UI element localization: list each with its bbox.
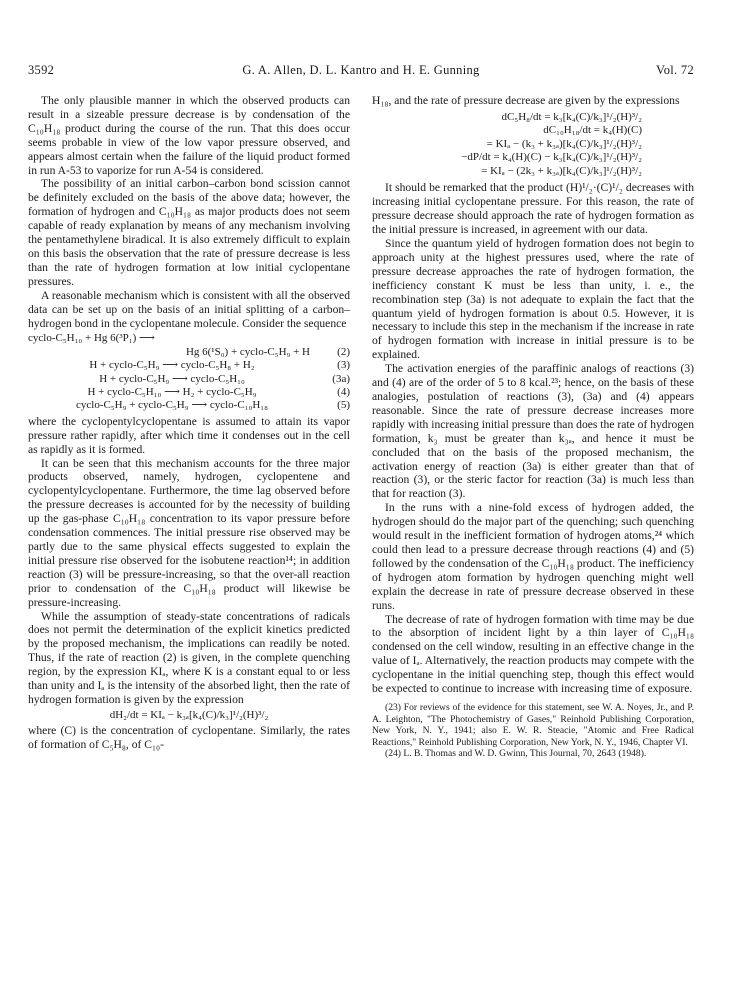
right-column xyxy=(372,94,694,760)
volume-label: Vol. 72 xyxy=(656,63,694,77)
paragraph: In the runs with a nine-fold excess of hydrogen added, the hydrogen should do the major part of the quenching; such quenching would result in the inefficient formation of hydrogen atoms,²⁴ which could then lead to a pressure decrease through reactions (4) and (5) followed by the condensation of the C₁₀H₁₈ product. The inefficiency of hydrogen atom formation by hydrogen quenching might well explain the decrease in rate of pressure decrease observed in these runs. xyxy=(372,501,694,612)
paragraph: where (C) is the concentration of cyclopentane. Similarly, the rates of formation of C₅H₈, of C₁₀- xyxy=(28,724,350,752)
paragraph: The activation energies of the paraffinic analogs of reactions (3) and (4) are of the order of 5 to 8 kcal.²³; hence, on the basis of these analogies, postulation of reactions (3), (3a) and (4) appears reasonable. Since the rate of pressure decrease increases more rapidly with increasing initial pressure than does the rate of hydrogen formation, k₃ must be greater than k₃ₐ, and hence it must be concluded that on the basis of the proposed mechanism, the activation energy of reaction (3a) is either greater than that of reaction (3), or the steric factor for reaction (3a) is much less than that for reaction (3). xyxy=(372,362,694,501)
paragraph: The decrease of rate of hydrogen formation with time may be due to the absorption of incident light by a thin layer of C₁₀H₁₈ condensed on the cell window, resulting in an effective change in the value of Iₐ. Alternatively, the reaction products may compete with the cyclopentane in the initial quenching step, though this effect would be expected to continue to increase with increasing time of exposure. xyxy=(372,612,694,696)
running-title-authors: G. A. Allen, D. L. Kantro and H. E. Gunning xyxy=(242,63,480,77)
equation-line: = KIₐ − (2k₃ + k₃ₐ)[k₄(C)/k₃]¹/₂(H)³/₂ xyxy=(481,164,642,177)
reaction-line: cyclo-C₅H₁₀ + Hg 6(³P₁) ⟶ xyxy=(28,332,155,345)
footnotes xyxy=(372,702,694,760)
reaction-line: Hg 6(¹S₀) + cyclo-C₅H₉ + H (2) xyxy=(185,345,350,358)
reaction-line: H + cyclo-C₅H₉ ⟶ cyclo-C₅H₈ + H₂ (3) xyxy=(89,359,350,372)
reaction-line: cyclo-C₅H₉ + cyclo-C₅H₉ ⟶ cyclo-C₁₀H₁₈ (5) xyxy=(76,399,350,412)
reaction-line: H + cyclo-C₅H₉ ⟶ cyclo-C₅H₁₀ (3a) xyxy=(99,372,350,385)
page-number: 3592 xyxy=(28,63,55,77)
reaction-line: H + cyclo-C₅H₁₀ ⟶ H₂ + cyclo-C₅H₉ (4) xyxy=(87,386,350,399)
paragraph: It should be remarked that the product (H)¹/₂·(C)¹/₂ decreases with increasing initial cyclopentane pressure. For this reason, the rate of pressure decrease should approach the rate of hydrogen formation as the initial pressure is increased, in agreement with our data. xyxy=(372,181,694,237)
paragraph: A reasonable mechanism which is consistent with all the observed data can be set up on the basis of an initial splitting of a carbon–hydrogen bond in the cyclopentane molecule. Consider the sequence xyxy=(28,288,350,330)
left-column xyxy=(28,94,350,752)
equation-line: = KIₐ − (k₃ + k₃ₐ)[k₄(C)/k₃]¹/₂(H)³/₂ xyxy=(486,137,642,150)
rate-equations xyxy=(372,111,694,179)
reaction-sequence xyxy=(28,332,350,412)
paragraph: where the cyclopentylcyclopentane is assumed to attain its vapor pressure rather rapidly, after which time it condenses out in the cell as rapidly as it is formed. xyxy=(28,414,350,456)
footnote: (23) For reviews of the evidence for this statement, see W. A. Noyes, Jr., and P. A. Leighton, "The Photochemistry of Gases," Reinhold Publishing Corporation, New York, N. Y., 1941; also E. W. R. Steacie, "Atomic and Free Radical Reactions," Reinhold Publishing Corporation, New York, N. Y., 1946, Chapter VI. xyxy=(372,701,694,748)
footnote: (24) L. B. Thomas and W. D. Gwinn, This Journal, 70, 2643 (1948). xyxy=(385,748,647,760)
paragraph: The possibility of an initial carbon–carbon bond scission cannot be definitely excluded on the basis of the above data; however, the formation of hydrogen and C₁₀H₁₈ as major products does not seem capable of ready explanation by means of any mechanism involving the pentamethylene biradical. It is also extremely difficult to explain on this basis the observation that the rate of pressure decrease is less than the rate of hydrogen formation at low initial cyclopentane pressures. xyxy=(28,177,350,288)
equation-line: −dP/dt = k₄(H)(C) − k₃[k₄(C)/k₃]¹/₂(H)³/₂ xyxy=(461,151,642,164)
equation-line: dC₅H₈/dt = k₃[k₄(C)/k₃]¹/₂(H)³/₂ xyxy=(501,110,642,123)
running-header xyxy=(28,63,694,81)
equation-line: dC₁₀H₁₈/dt = k₄(H)(C) xyxy=(543,124,642,137)
paragraph: H₁₈, and the rate of pressure decrease are given by the expressions xyxy=(372,94,680,107)
paragraph: The only plausible manner in which the observed products can result in a sizeable pressure decrease is by condensation of the C₁₀H₁₈ product during the course of the run. That this does occur seems probable in view of the low vapor pressure observed, and appears almost certain when the failure of the liquid product formed in run A-53 to vaporize for run A-54 is considered. xyxy=(28,94,350,177)
paragraph: While the assumption of steady-state concentrations of radicals does not permit the determination of the explicit kinetics predicted by the proposed mechanism, the implications can readily be noted. Thus, if the rate of reaction (2) is given, in the complete quenching region, by the expression KIₐ, where K is a constant equal to or less than unity and Iₐ is the intensity of the absorbed light, then the rate of hydrogen formation is given by the expression xyxy=(28,609,350,706)
paragraph: Since the quantum yield of hydrogen formation does not begin to approach unity at the highest pressures used, where the rate of pressure decrease approaches the rate of hydrogen formation, the inefficiency constant K must be less than unity, i. e., the recombination step (3a) is not adequate to explain the fact that the quantum yield of hydrogen formation is about 0.5. However, it is necessary to include this step in the mechanism if the increase in rate of hydrogen formation with increase in initial pressure is to be explained. xyxy=(372,237,694,362)
paragraph: It can be seen that this mechanism accounts for the three major products observed, namely, hydrogen, cyclopentene and cyclopentylcyclopentane. Furthermore, the time lag observed before the pressure decreases is accounted for by the necessity of building up the gas-phase C₁₀H₁₈ concentration to its vapor pressure before condensation commences. The initial pressure rise observed may be partly due to the same physical effects suggested to explain the initial pressure rise observed for the isobutene reaction¹⁴; in addition reaction (3) will be pressure-increasing, so that the over-all reaction prior to condensation of the C₁₀H₁₈ product will likewise be pressure-increasing. xyxy=(28,456,350,609)
equation-hydrogen-rate: dH₂/dt = KIₐ − k₃ₐ[k₄(C)/k₃]¹/₂(H)³/₂ xyxy=(109,708,269,721)
